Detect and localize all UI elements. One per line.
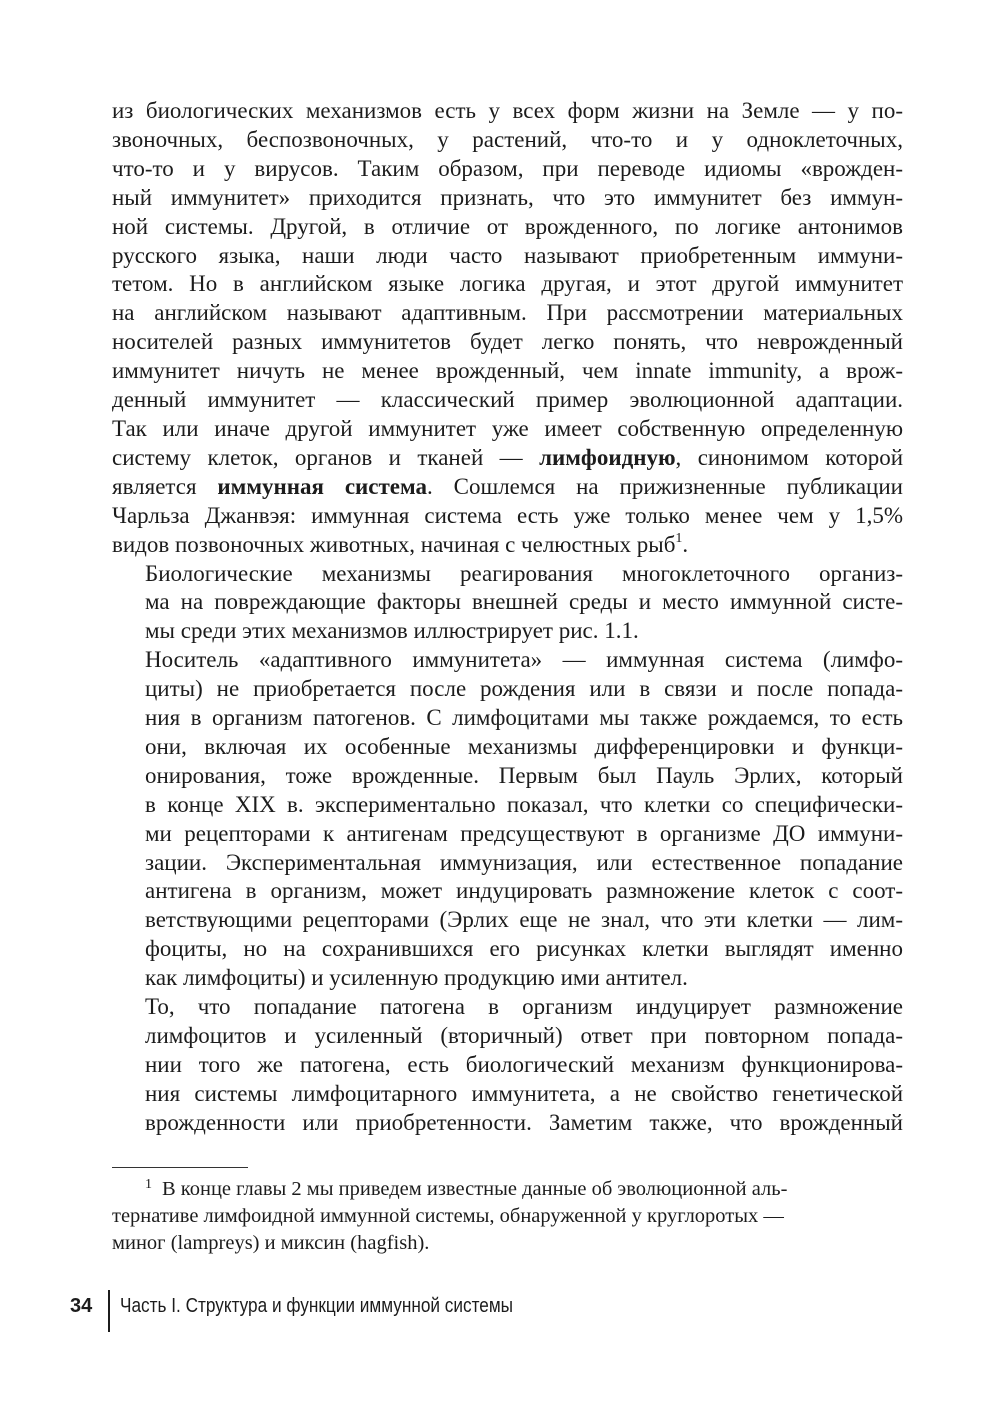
- paragraph-4: [112, 993, 903, 1138]
- text-line: русского языка, наши люди часто называют приобретенным иммуни-: [112, 242, 903, 268]
- text-line: из биологических механизмов есть у всех форм жизни на Земле — у по-: [112, 98, 903, 123]
- text-line: ный иммунитет» приходится признать, что это иммунитет без иммун-: [112, 184, 903, 210]
- text-line: ной системы. Другой, в отличие от врожденного, по логике антонимов: [112, 213, 903, 239]
- text-line: фоциты, но на сохранившихся его рисунках клетки выглядят именно: [145, 936, 903, 962]
- text-line: врожденности или приобретенности. Заметим также, что врожденный: [145, 1109, 903, 1135]
- text-line: на английском называют адаптивным. При рассмотрении материальных: [112, 300, 903, 326]
- main-text: [112, 97, 903, 1138]
- page-number: 34: [70, 1295, 93, 1317]
- text-run: .: [682, 531, 689, 557]
- text-line: Так или иначе другой иммунитет уже имеет собственную определенную: [112, 415, 903, 441]
- footnote-text: В конце главы 2 мы приведем известные данные об эволюционной аль-: [162, 1178, 788, 1200]
- paragraph-2: [112, 560, 903, 647]
- text-line: То, что попадание патогена в организм индуцирует размножение: [145, 994, 903, 1020]
- text-line: мы среди этих механизмов иллюстрирует рис. 1.1.: [145, 618, 639, 644]
- paragraph-3: [112, 646, 903, 993]
- text-line: звоночных, беспозвоночных, у растений, что-то и у одноклеточных,: [112, 126, 903, 152]
- bold-term-immune-system: иммунная система: [217, 473, 428, 499]
- text-line: денный иммунитет — классический пример эволюционной адаптации.: [112, 387, 903, 413]
- text-line: ветствующими рецепторами (Эрлих еще не знал, что эти клетки — лим-: [145, 907, 903, 933]
- footnote: [112, 1176, 903, 1257]
- text-run: является: [112, 473, 218, 499]
- text-line: [112, 473, 903, 502]
- text-line: нии того же патогена, есть биологический механизм функционирова-: [145, 1051, 903, 1077]
- text-line: ма на повреждающие факторы внешней среды и место иммунной систе-: [145, 589, 903, 615]
- text-run: видов позвоночных животных, начиная с челюстных рыб: [112, 531, 676, 557]
- footnote-marker: 1: [145, 1177, 152, 1192]
- text-run: систему клеток, органов и тканей —: [112, 444, 540, 470]
- text-line: зации. Экспериментальная иммунизация, или естественное попадание: [145, 849, 903, 875]
- text-line: Носитель «адаптивного иммунитета» — иммунная система (лимфо-: [145, 647, 903, 673]
- footnote-reference[interactable]: 1: [675, 530, 683, 546]
- text-line: что-то и у вирусов. Таким образом, при переводе идиомы «врожден-: [112, 155, 903, 181]
- text-line: [112, 444, 903, 473]
- text-line: антигена в организм, может индуцировать размножение клеток с соот-: [145, 878, 903, 904]
- text-line: в конце XIX в. экспериментально показал, что клетки со специфически-: [145, 791, 903, 817]
- text-line: [112, 531, 903, 560]
- text-line: ми рецепторами к антигенам предсуществуют в организме ДО иммуни-: [145, 820, 903, 846]
- footnote-line: тернативе лимфоидной иммунной системы, обнаруженной у круглоротых —: [112, 1205, 784, 1227]
- paragraph-1: [112, 97, 903, 560]
- running-title: Часть I. Структура и функции иммунной системы: [120, 1295, 514, 1317]
- text-run: , синонимом которой: [675, 444, 903, 470]
- text-line: Чарльза Джанвэя: иммунная система есть уже только менее чем у 1,5%: [112, 502, 903, 528]
- footnote-line: миног (lampreys) и миксин (hagfish).: [112, 1232, 430, 1254]
- footnote-divider: [112, 1167, 248, 1168]
- text-line: ния системы лимфоцитарного иммунитета, а не свойство генетической: [145, 1080, 903, 1106]
- bold-term-lymphoid: лимфоидную: [539, 444, 676, 470]
- text-line: Биологические механизмы реагирования многоклеточного организ-: [145, 560, 903, 586]
- footer-divider: [108, 1290, 110, 1332]
- text-line: ния в организм патогенов. С лимфоцитами мы также рождаемся, то есть: [145, 705, 903, 731]
- text-line: тетом. Но в английском языке логика другая, и этот другой иммунитет: [112, 271, 903, 297]
- text-line: иммунитет ничуть не менее врожденный, чем innate immunity, а врож-: [112, 358, 903, 384]
- text-line: онирования, тоже врожденные. Первым был Пауль Эрлих, который: [145, 762, 903, 788]
- text-run: . Сошлемся на прижизненные публикации: [427, 473, 903, 499]
- text-line: носителей разных иммунитетов будет легко понять, что неврожденный: [112, 329, 903, 355]
- text-line: лимфоцитов и усиленный (вторичный) ответ при повторном попада-: [145, 1023, 903, 1048]
- footnote-line: [112, 1176, 903, 1203]
- text-line: как лимфоциты) и усиленную продукцию ими антител.: [145, 965, 688, 991]
- text-line: циты) не приобретается после рождения или в связи и после попада-: [145, 676, 903, 702]
- text-line: они, включая их особенные механизмы дифференцировки и функци-: [145, 733, 903, 759]
